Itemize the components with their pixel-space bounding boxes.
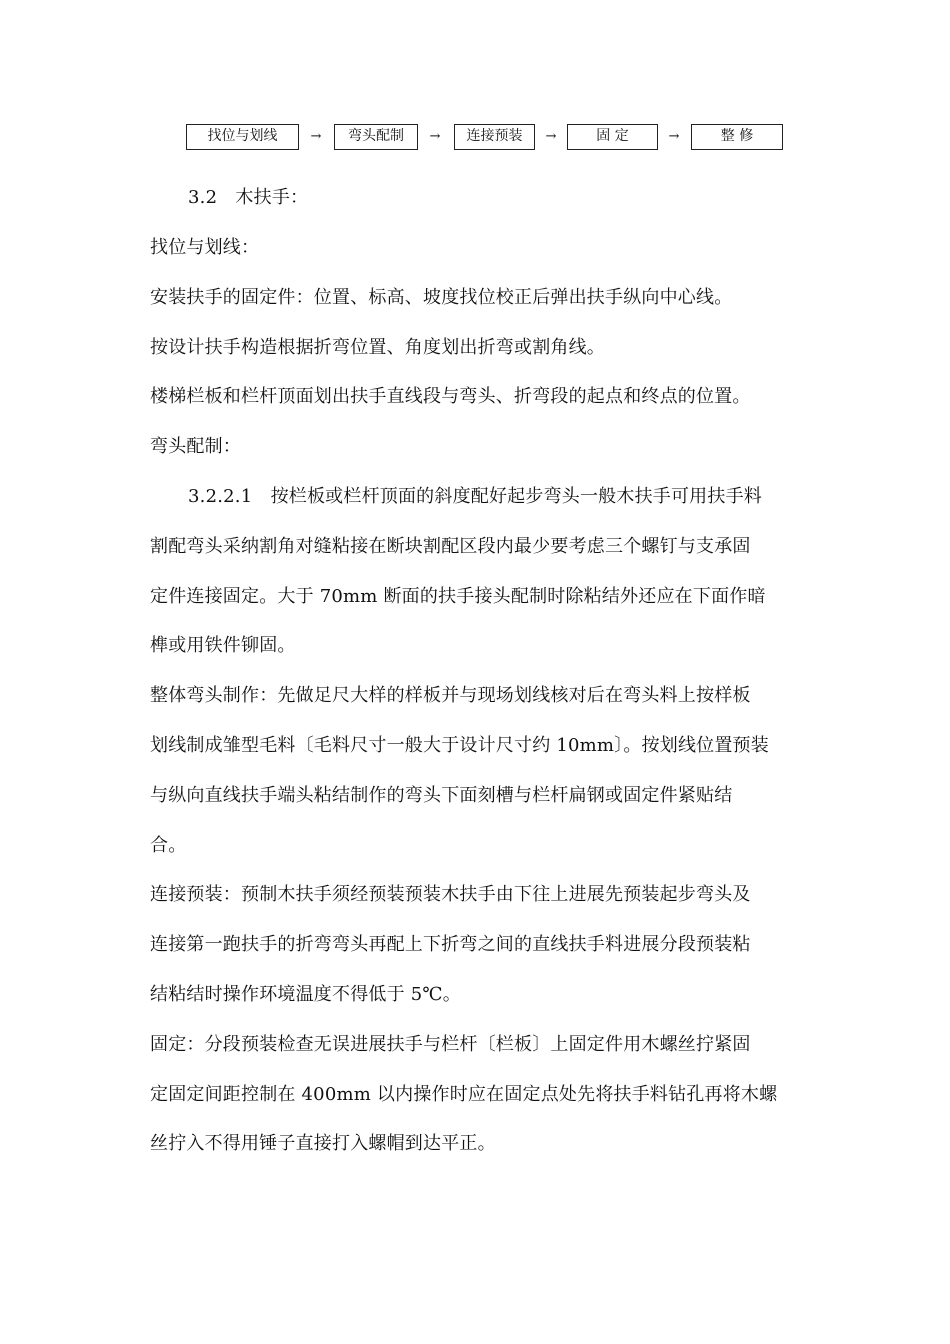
flow-arrow-icon: → <box>310 129 322 144</box>
subheading-elbow-fit: 弯头配制： <box>150 436 241 457</box>
flow-arrow-icon: → <box>545 129 557 144</box>
text-line: 按设计扶手构造根据折弯位置、角度划出折弯或割角线。 <box>150 337 605 358</box>
text-line: 结粘结时操作环境温度不得低于 5℃。 <box>150 984 461 1005</box>
flow-step-finish: 整 修 <box>691 124 783 150</box>
process-flowchart <box>186 124 786 152</box>
flow-step-elbow-fit: 弯头配制 <box>334 124 418 150</box>
flow-arrow-icon: → <box>668 129 680 144</box>
text-line: 固定：分段预装检查无误进展扶手与栏杆〔栏板〕上固定件用木螺丝拧紧固 <box>150 1034 751 1055</box>
text-line: 丝拧入不得用锤子直接打入螺帽到达平正。 <box>150 1133 496 1154</box>
flow-step-preassemble: 连接预装 <box>454 124 535 150</box>
text-line: 合。 <box>150 835 187 856</box>
text-line: 定件连接固定。大于 70mm 断面的扶手接头配制时除粘结外还应在下面作暗 <box>150 586 766 607</box>
flow-step-fix: 固 定 <box>567 124 658 150</box>
text-line: 连接预装：预制木扶手须经预装预装木扶手由下往上进展先预装起步弯头及 <box>150 884 751 905</box>
text-line: 连接第一跑扶手的折弯弯头再配上下折弯之间的直线扶手料进展分段预装粘 <box>150 934 751 955</box>
text-line: 与纵向直线扶手端头粘结制作的弯头下面刻槽与栏杆扁钢或固定件紧贴结 <box>150 785 733 806</box>
text-line: 3.2.2.1 按栏板或栏杆顶面的斜度配好起步弯头一般木扶手可用扶手料 <box>188 486 762 507</box>
text-line: 楼梯栏板和栏杆顶面划出扶手直线段与弯头、折弯段的起点和终点的位置。 <box>150 386 751 407</box>
flow-arrow-icon: → <box>429 129 441 144</box>
text-line: 榫或用铁件铆固。 <box>150 635 296 656</box>
text-line: 整体弯头制作：先做足尺大样的样板并与现场划线核对后在弯头料上按样板 <box>150 685 751 706</box>
text-line: 定固定间距控制在 400mm 以内操作时应在固定点处先将扶手料钻孔再将木螺 <box>150 1084 778 1105</box>
section-heading: 3.2 木扶手： <box>188 187 309 208</box>
flow-step-locate-mark: 找位与划线 <box>186 124 299 150</box>
text-line: 划线制成雏型毛料〔毛料尺寸一般大于设计尺寸约 10mm〕。按划线位置预装 <box>150 735 769 756</box>
subheading-locate-mark: 找位与划线： <box>150 237 260 258</box>
text-line: 安装扶手的固定件：位置、标高、坡度找位校正后弹出扶手纵向中心线。 <box>150 287 733 308</box>
text-line: 割配弯头采纳割角对缝粘接在断块割配区段内最少要考虑三个螺钉与支承固 <box>150 536 751 557</box>
